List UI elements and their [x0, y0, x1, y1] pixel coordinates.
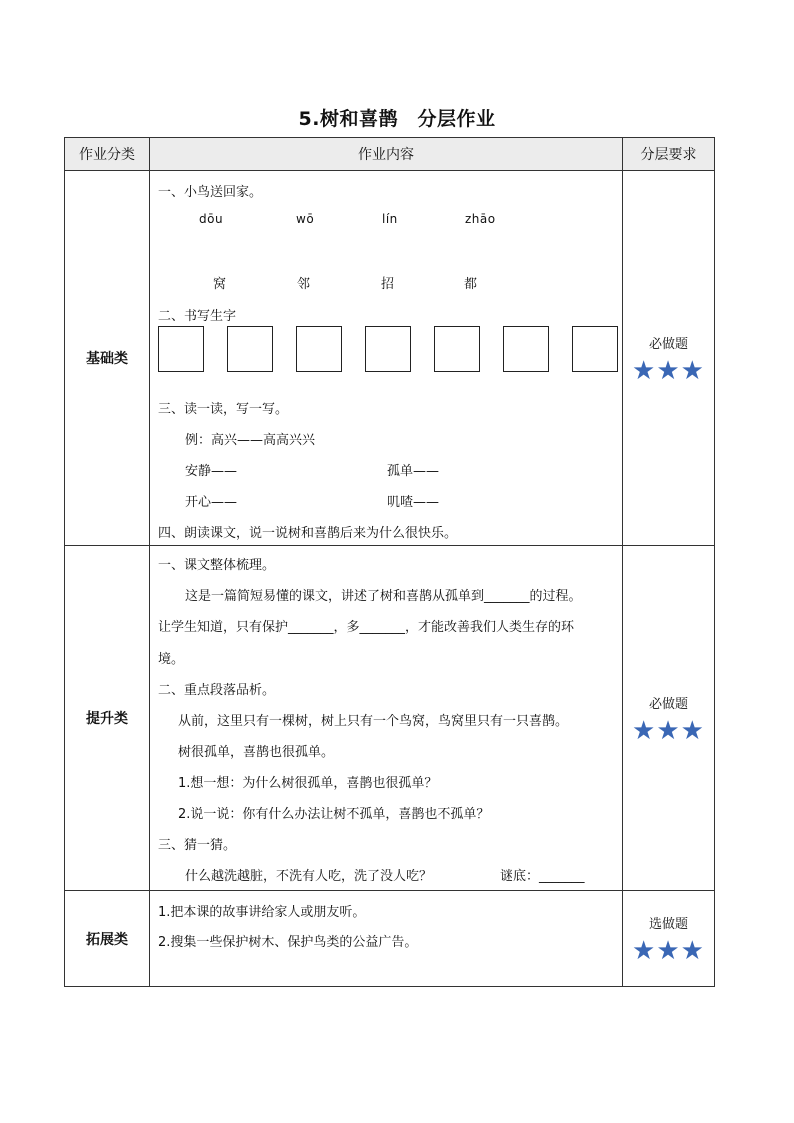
basic-q3-item: 开心——: [185, 495, 238, 510]
basic-q2-title: 二、书写生字: [158, 309, 237, 324]
adv-s1-line: 让学生知道，只有保护_______，多_______，才能改善我们人类生存的环: [158, 620, 575, 635]
adv-s2-paragraph: 从前，这里只有一棵树，树上只有一个鸟窝，鸟窝里只有一只喜鹊。: [178, 714, 569, 729]
writing-box: [296, 326, 342, 372]
writing-box: [572, 326, 618, 372]
writing-box: [158, 326, 204, 372]
requirement-extension: [623, 891, 715, 987]
adv-s2-title: 二、重点段落品析。: [158, 683, 276, 698]
requirement-label: 必做题: [648, 696, 688, 712]
writing-box: [503, 326, 549, 372]
category-advanced: 提升类: [65, 546, 150, 891]
header-content: 作业内容: [150, 138, 623, 171]
content-advanced: [150, 546, 623, 891]
basic-q3-item: 安静——: [185, 464, 238, 479]
adv-s1-title: 一、课文整体梳理。: [158, 558, 276, 573]
adv-s1-line: 境。: [158, 652, 185, 667]
writing-box: [227, 326, 273, 372]
star-icon: ★★★: [632, 936, 705, 966]
pinyin-3: lín: [382, 212, 398, 226]
adv-s3-title: 三、猜一猜。: [158, 838, 237, 853]
requirement-label: 选做题: [648, 917, 688, 932]
writing-box: [434, 326, 480, 372]
adv-s3-riddle: 什么越洗越脏，不洗有人吃，洗了没人吃？: [185, 869, 433, 884]
requirement-label: 必做题: [648, 336, 688, 352]
star-icon: ★★★: [632, 715, 705, 746]
table-header-row: [65, 138, 715, 171]
category-extension: 拓展类: [65, 891, 150, 987]
adv-s3-answer: 谜底：_______: [500, 869, 585, 884]
ext-item: 2.搜集一些保护树木、保护鸟类的公益广告。: [158, 935, 418, 950]
hanzi-3: 招: [381, 277, 395, 292]
ext-item: 1.把本课的故事讲给家人或朋友听。: [158, 905, 366, 920]
requirement-basic: [623, 171, 715, 546]
row-advanced: [65, 546, 715, 891]
header-category: 作业分类: [65, 138, 150, 171]
hanzi-1: 窝: [213, 277, 227, 292]
pinyin-4: zhāo: [465, 212, 496, 226]
adv-s2-question: 1.想一想：为什么树很孤单，喜鹊也很孤单？: [178, 776, 438, 791]
basic-q3-item: 叽喳——: [387, 495, 440, 510]
adv-s2-question: 2.说一说：你有什么办法让树不孤单，喜鹊也不孤单？: [178, 807, 490, 822]
content-basic: [150, 171, 623, 546]
page-title: 5.树和喜鹊 分层作业: [298, 108, 496, 130]
adv-s1-line: 这是一篇简短易懂的课文，讲述了树和喜鹊从孤单到_______的过程。: [185, 589, 582, 604]
adv-s2-paragraph: 树很孤单，喜鹊也很孤单。: [178, 745, 335, 760]
row-extension: [65, 891, 715, 987]
pinyin-1: dōu: [199, 212, 224, 226]
row-basic: [65, 171, 715, 546]
content-extension: [150, 891, 623, 987]
basic-q3-item: 孤单——: [387, 464, 440, 479]
basic-q4-title: 四、朗读课文，说一说树和喜鹊后来为什么很快乐。: [158, 526, 458, 541]
homework-table: [64, 137, 715, 987]
star-icon: ★★★: [632, 355, 705, 386]
category-basic: 基础类: [65, 171, 150, 546]
basic-q1-title: 一、小鸟送回家。: [158, 185, 263, 200]
basic-q3-example: 例：高兴——高高兴兴: [185, 433, 316, 448]
header-requirement: 分层要求: [623, 138, 715, 171]
pinyin-2: wō: [296, 212, 315, 226]
requirement-advanced: [623, 546, 715, 891]
hanzi-4: 都: [464, 277, 478, 292]
writing-box: [365, 326, 411, 372]
hanzi-2: 邻: [297, 277, 311, 292]
basic-q3-title: 三、读一读，写一写。: [158, 402, 289, 417]
